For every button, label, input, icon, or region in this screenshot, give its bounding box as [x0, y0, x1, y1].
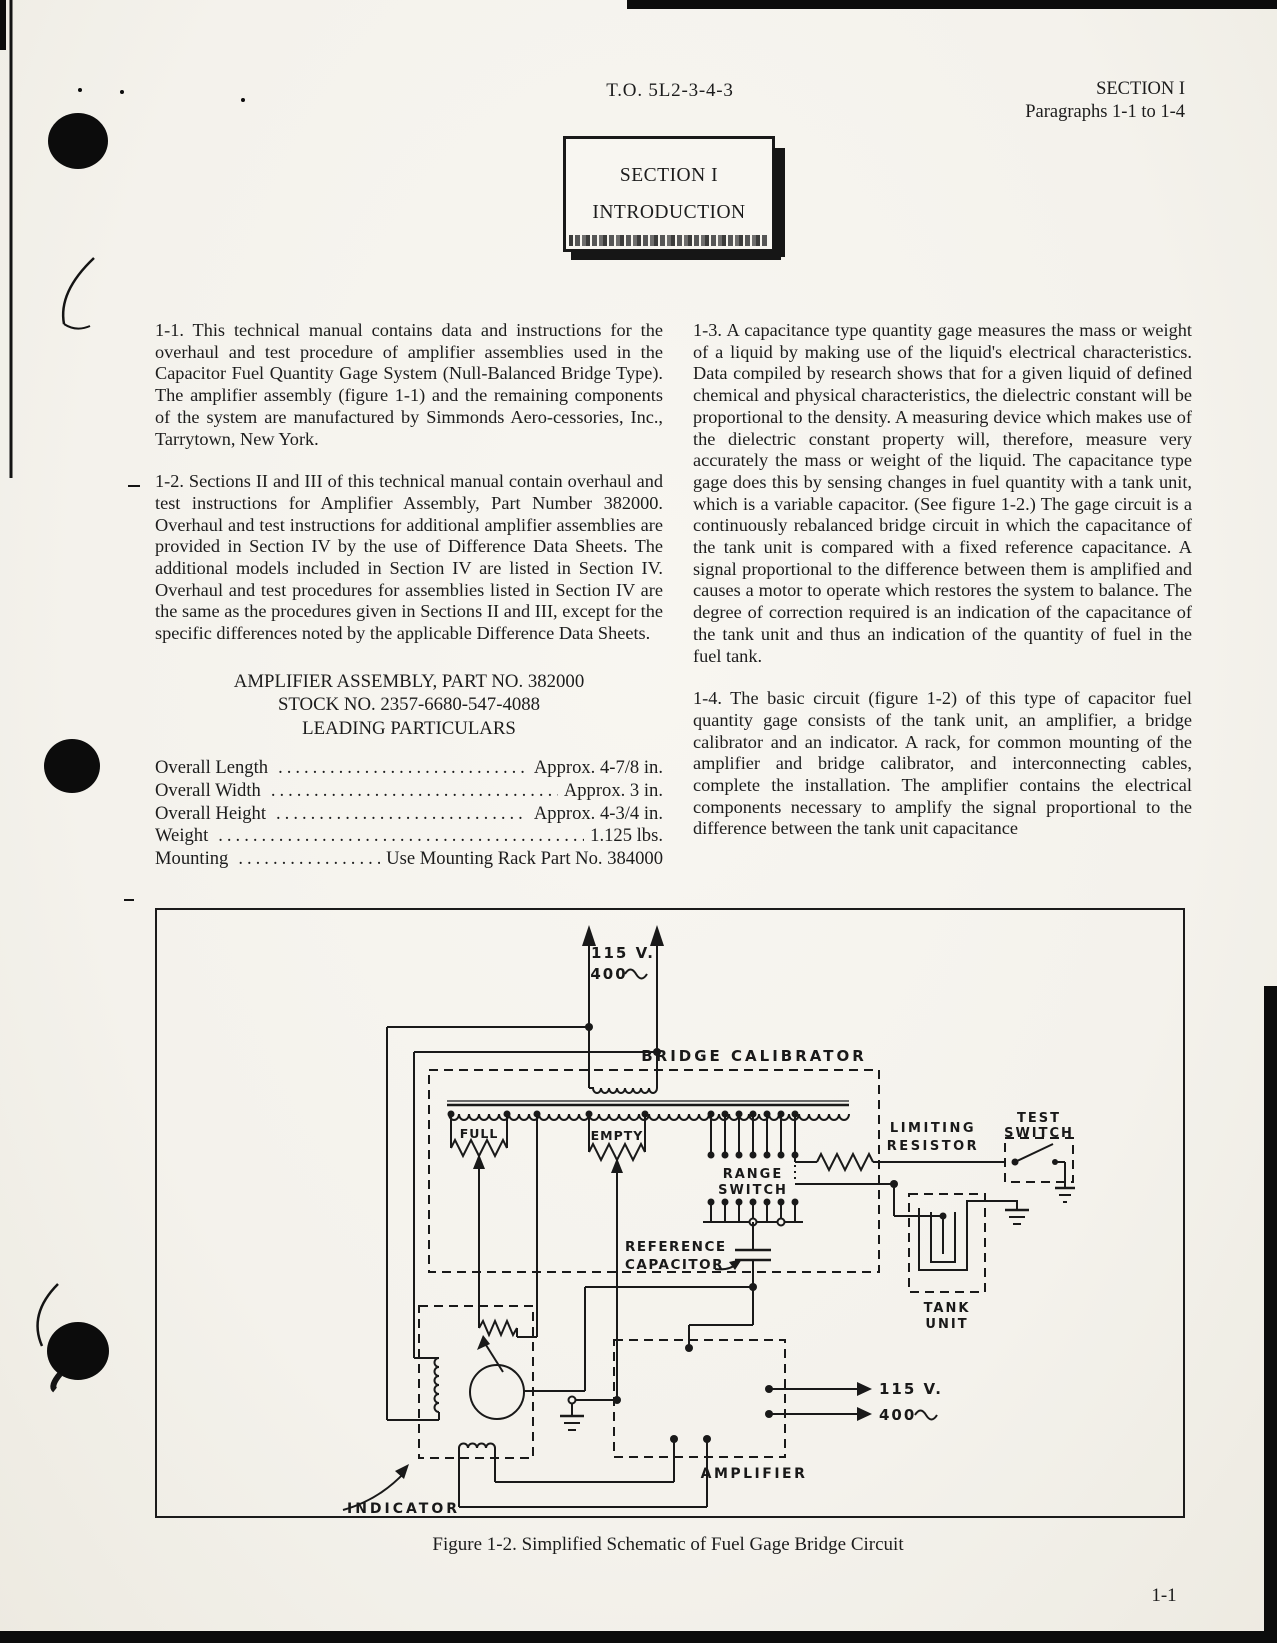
lp-label: Overall Length	[155, 757, 269, 779]
wiper-arrow-icon	[611, 1158, 623, 1173]
label-bridge-calibrator: BRIDGE CALIBRATOR	[641, 1047, 867, 1065]
paragraph-1-3: 1-3. A capacitance type quantity gage measures the mass or weight of a liquid by making use of the liquid's electrical characteristics. Data compiled by research shows that for a given liquid of defined chemical and physical characteristics, the dielectric constant will be proportional to the density. A measuring device which makes use of the dielectric constant property will, therefore, measure very accurately the mass or weight of the liquid. The capacitance type gage does this by sensing changes in fuel quantity with a tank unit, which is a variable capacitor. (See figure 1-2.) The gage circuit is a continuously rebalanced bridge circuit in which the capacitance of the tank unit is compared with a fixed reference capacitance. A signal proportional to the difference between them is amplified and causes a motor to operate which restores the system to balance. The degree of correction required is an indication of the capacitance of the tank unit and thus an indication of the quantity of fuel in the fuel tank.	[693, 320, 1192, 666]
paragraph-1-4: 1-4. The basic circuit (figure 1-2) of this type of capacitor fuel quantity gage consists of the tank unit, an amplifier, a bridge calibrator and an indicator. A rack, for common mounting of the amplifier and bridge calibrator, and interconnecting cables, complete the installation. The amplifier contains the electrical components necessary to amplify the signal proportional to the difference between the tank unit capacitance	[693, 688, 1192, 839]
arrow-right-icon	[857, 1407, 872, 1421]
label-limiting-resistor-2: RESISTOR	[886, 1139, 980, 1154]
resistor-icon	[589, 1144, 645, 1160]
dot-leader	[272, 803, 528, 826]
header-right-block	[1025, 78, 1185, 124]
tank-unit	[795, 1180, 1029, 1292]
lp-label: Mounting	[155, 847, 229, 869]
label-amp-supply-freq: 400	[879, 1406, 917, 1424]
resistor-icon	[479, 1321, 517, 1335]
lp-value: Use Mounting Rack Part No. 384000	[386, 847, 663, 869]
figure-1-2	[155, 908, 1185, 1518]
dot-leader	[274, 757, 528, 780]
label-supply-freq: 400	[590, 965, 628, 983]
ground-icon	[1009, 1217, 1025, 1224]
label-reference-capacitor-1: REFERENCE	[625, 1239, 727, 1255]
label-empty: EMPTY	[590, 1128, 644, 1143]
lp-row-weight	[155, 825, 663, 848]
lp-label: Overall Height	[155, 802, 267, 824]
tank-unit-box	[909, 1194, 985, 1292]
test-switch	[1005, 1138, 1075, 1202]
corner-scan-mark	[0, 0, 6, 50]
section-box-shadow	[773, 148, 785, 257]
label-amplifier: AMPLIFIER	[700, 1466, 808, 1482]
section-title-box	[563, 136, 775, 252]
empty-potentiometer	[586, 1111, 649, 1401]
amplifier-box	[614, 1340, 785, 1457]
right-scan-bar	[1264, 986, 1277, 1643]
lp-row-overall-width	[155, 780, 663, 803]
ac-waveform-icon	[625, 970, 647, 979]
arrow-right-icon	[857, 1382, 872, 1396]
header-paragraph-range: Paragraphs 1-1 to 1-4	[1025, 102, 1185, 122]
limiting-resistor	[795, 1154, 1005, 1170]
bottom-scan-bar	[0, 1631, 1277, 1643]
label-test-switch-1: TEST	[1017, 1111, 1061, 1126]
binder-hole-icon	[44, 739, 100, 793]
top-scan-bar	[627, 0, 1277, 9]
lp-value: 1.125 lbs.	[590, 825, 663, 847]
binder-hole-smudge	[53, 1374, 60, 1390]
label-tank-unit-1: TANK	[923, 1301, 971, 1316]
dot-leader	[214, 825, 584, 848]
lp-row-mounting	[155, 848, 663, 871]
switch-blade-icon	[1015, 1144, 1053, 1162]
lp-heading-line1: AMPLIFIER ASSEMBLY, PART NO. 382000	[233, 670, 585, 692]
label-indicator: INDICATOR	[347, 1501, 461, 1516]
callout-arrow-icon	[395, 1464, 409, 1479]
paragraph-1-1: 1-1. This technical manual contains data and instructions for the overhaul and test procedure of amplifier assemblies used in the Capacitor Fuel Quantity Gage System (Null-Balanced Bridge Type). The amplifier assembly (figure 1-1) and the remaining components of the system are manufactured by Simmonds Aero-cessories, Inc., Tarrytown, New York.	[155, 320, 663, 449]
lp-value: Approx. 3 in.	[563, 779, 663, 801]
column-right	[693, 320, 1192, 861]
label-tank-unit-2: UNIT	[925, 1317, 969, 1332]
lp-value: Approx. 4-3/4 in.	[533, 802, 663, 824]
page-number: 1-1	[1151, 1585, 1177, 1606]
arrow-up-icon	[582, 925, 596, 946]
full-potentiometer	[448, 1111, 511, 1329]
scan-curve-mark	[63, 258, 94, 324]
pointer-needle	[486, 1345, 503, 1372]
label-limiting-resistor-1: LIMITING	[889, 1121, 977, 1136]
label-amp-supply-volts: 115 V.	[879, 1380, 943, 1398]
indicator	[419, 1306, 533, 1507]
section-box-shadow	[571, 250, 781, 260]
resistor-icon	[451, 1140, 507, 1156]
binder-hole-icon	[47, 1322, 109, 1380]
capacitor-icon	[735, 1250, 771, 1260]
lp-heading-line2: STOCK NO. 2357-6680-547-4088	[277, 694, 541, 716]
primary-coil-icon	[589, 1088, 657, 1093]
coil-icon	[459, 1444, 495, 1449]
ground-icon	[1059, 1195, 1071, 1202]
label-full: FULL	[459, 1126, 499, 1141]
section-box-hatch-texture	[569, 235, 769, 246]
wiper-arrow-icon	[473, 1154, 485, 1169]
dot-leader	[234, 848, 380, 871]
scan-curve-tail	[64, 324, 90, 329]
dot-leader	[267, 780, 558, 803]
label-reference-capacitor-2: CAPACITOR	[625, 1257, 724, 1273]
arrow-up-icon	[650, 925, 664, 946]
amplifier	[459, 1340, 872, 1507]
leading-particulars-heading	[155, 670, 663, 741]
bridge-output-wires	[524, 1283, 757, 1391]
label-supply-volts: 115 V.	[591, 944, 655, 962]
lp-label: Weight	[155, 825, 209, 847]
lp-value: Approx. 4-7/8 in.	[533, 757, 663, 779]
lp-row-overall-length	[155, 757, 663, 780]
bridge-tap-wire	[517, 1114, 537, 1337]
section-box-subtitle: INTRODUCTION	[592, 202, 746, 223]
paragraph-1-2: 1-2. Sections II and III of this technical manual contain overhaul and test instructions for Amplifier Assembly, Part Number 382000. Overhaul and test instructions for additional amplifier assemblies are provided in Section IV by the use of Difference Data Sheets. The additional models included in Section IV are listed in Section IV. Overhaul and test procedures for assemblies listed in Section IV are the same as the procedures given in Sections II and III, except for the specific differences noted by the applicable Difference Data Sheets.	[155, 471, 663, 644]
figure-caption: Figure 1-2. Simplified Schematic of Fuel Gage Bridge Circuit	[432, 1534, 904, 1555]
center-ground	[560, 1396, 621, 1430]
motor-icon	[470, 1365, 524, 1419]
lp-row-overall-height	[155, 803, 663, 826]
ac-waveform-icon	[915, 1411, 937, 1420]
label-range-switch-1: RANGE	[722, 1167, 784, 1182]
label-range-switch-2: SWITCH	[718, 1183, 788, 1198]
label-test-switch-2: SWITCH	[1004, 1126, 1074, 1141]
header-to-number: T.O. 5L2-3-4-3	[606, 80, 734, 101]
leading-particulars-table	[155, 757, 663, 870]
header-section: SECTION I	[1096, 79, 1185, 99]
lp-label: Overall Width	[155, 779, 261, 801]
coil-icon	[435, 1358, 440, 1412]
lp-heading-line3: LEADING PARTICULARS	[302, 717, 516, 739]
column-left	[155, 320, 663, 870]
ground-icon	[564, 1423, 580, 1430]
resistor-icon	[817, 1154, 873, 1170]
fuel-gage-bridge-schematic	[157, 910, 1183, 1516]
section-box-title: SECTION I	[619, 165, 719, 186]
binder-hole-icon	[48, 113, 108, 169]
